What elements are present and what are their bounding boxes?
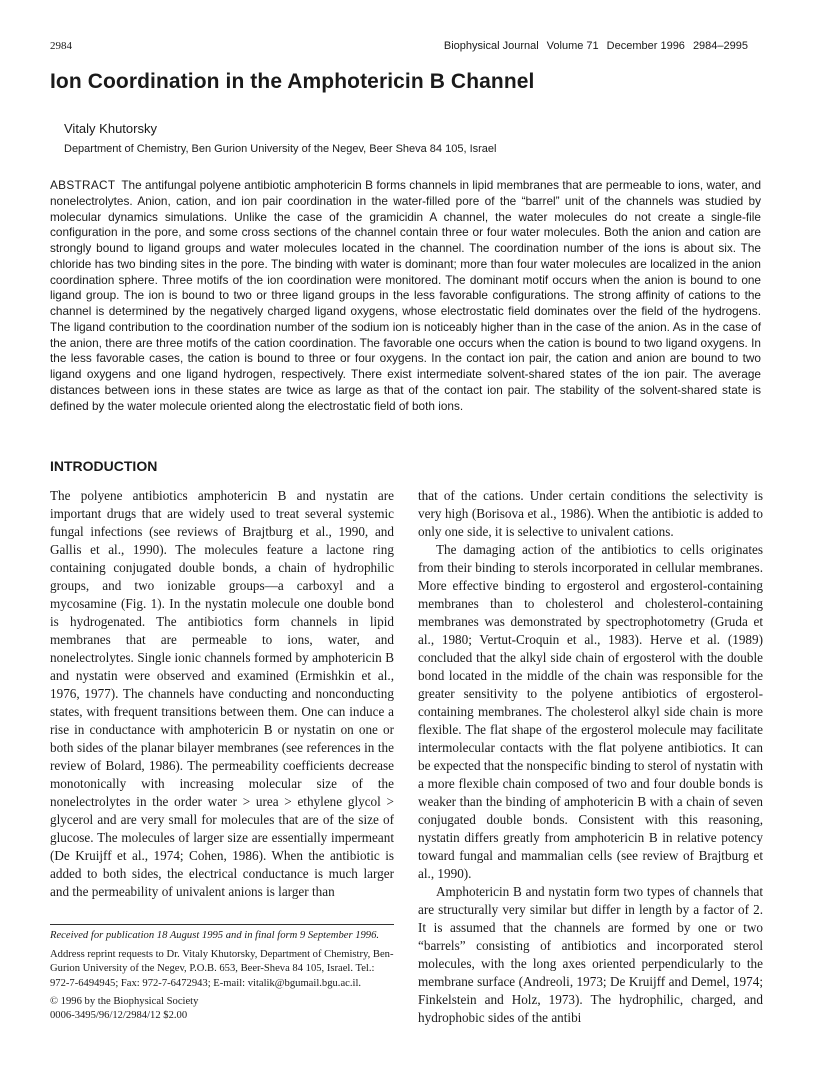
left-column: [50, 487, 394, 901]
right-column: [418, 487, 763, 1027]
received-note: Received for publication 18 August 1995 and in final form 9 September 1996.: [50, 930, 380, 941]
copyright-note: © 1996 by the Biophysical Society: [50, 995, 199, 1007]
footnote-divider: [50, 924, 394, 925]
abstract-label: ABSTRACT: [50, 178, 116, 192]
author-affiliation: Department of Chemistry, Ben Gurion University of the Negev, Beer Sheva 84 105, Israel: [64, 143, 497, 155]
page-number: 2984: [50, 40, 72, 52]
body-paragraph: The damaging action of the antibiotics to cells originates from their binding to sterols incorporated in cellular membranes. More effective binding to ergosterol and ergosterol-containing membranes than to cholesterol and cholesterol-containing membranes was demonstrated by spectrophotometry (Gruda et al., 1980; Vertut-Croquin et al., 1983). Herve et al. (1989) concluded that the alkyl side chain of ergosterol with the double bond located in the middle of the chain was responsible for the greater sensitivity to the polyene antibiotics of ergosterol-containing membranes. The cholesterol alkyl side chain is more flexible. The flat shape of the ergosterol molecule may facilitate intermolecular contacts with the flat polyene antibiotics. It can be expected that the nonspecific binding to sterol of nystatin with a more flexible chain composed of two and four double bonds is weaker than the binding of amphotericin B with a chain of seven conjugated double bonds. Consistent with this reasoning, nystatin differs greatly from amphotericin B in relative potency toward fungal and mammalian cells (see review of Brajtburg et al., 1990).: [418, 542, 763, 881]
article-title: Ion Coordination in the Amphotericin B Channel: [50, 70, 535, 93]
section-heading-introduction: INTRODUCTION: [50, 458, 158, 474]
body-paragraph: that of the cations. Under certain conditions the selectivity is very high (Borisova et al., 1986). When the antibiotic is added to only one side, it is selective to univalent cations.: [418, 488, 763, 539]
body-paragraph: The polyene antibiotics amphotericin B and nystatin are important drugs that are widely used to treat several systemic fungal infections (see reviews of Brajtburg et al., 1990, and Gallis et al., 1990). The molecules feature a lactone ring containing conjugated double bonds, a chain of hydrophilic groups, and two ionizable groups—a carboxyl and a mycosamine (Fig. 1). In the nystatin molecule one double bond is hydrogenated. The antibiotics form channels in lipid membranes that are permeable to ions, water, and nonelectrolytes. Single ionic channels formed by amphotericin B and nystatin were observed and examined (Ermishkin et al., 1976, 1977). The channels have conducting and nonconducting states, with frequent transitions between them. One can induce a rise in conductance with amphotericin B or nystatin on one or both sides of the planar bilayer membranes (see references in the review of Bolard, 1986). The permeability coefficients decrease monotonically with increasing molecular size of the nonelectrolytes in the order water > urea > ethylene glycol > glycerol and are very small for molecules that are of the size of glucose. The molecules of larger size are essentially impermeant (De Kruijff et al., 1974; Cohen, 1986). When the antibiotic is added to both sides, the electrical conductance is much larger and the permeability of univalent anions is larger than: [50, 488, 394, 899]
reprint-request-note: Address reprint requests to Dr. Vitaly Khutorsky, Department of Chemistry, Ben-Gurion University of the Negev, P.O.B. 653, Beer-Sheva 84 105, Israel. Tel.: 972-7-6494945; Fax: 972-7-6472943; E-mail: vitalik@bgumail.bgu.ac.il.: [50, 949, 394, 989]
footnotes: [50, 929, 394, 1023]
journal-date: December 1996: [606, 40, 685, 52]
abstract: [50, 178, 761, 414]
issn-note: 0006-3495/96/12/2984/12 $2.00: [50, 1010, 188, 1022]
body-paragraph: Amphotericin B and nystatin form two types of channels that are structurally very similar but differ in length by a factor of 2. It is assumed that the channels are formed by one or two “barrels” consisting of antibiotics and incorporated sterol molecules, with the long axes oriented perpendicularly to the membrane surface (Andreoli, 1973; De Kruijff and Demel, 1974; Finkelstein and Holz, 1973). The hydrophilic, charged, and hydrophobic sides of the antibi: [418, 884, 763, 1025]
journal-name: Biophysical Journal: [443, 40, 539, 52]
journal-running-header: [444, 40, 748, 52]
journal-pages: 2984–2995: [692, 40, 748, 52]
abstract-text: The antifungal polyene antibiotic amphotericin B forms channels in lipid membranes that are permeable to ions, water, and nonelectrolytes. Anion, cation, and ion pair coordination in the water-filled pore of the “barrel” unit of the channels was studied by molecular dynamics simulations. Unlike the case of the gramicidin A channel, the water molecules do not create a single-file configuration in the pore, and some cross sections of the channel contain three or four water molecules. Both the anion and cation are strongly bound to ligand groups and water molecules located in the channel. The coordination number of the ions is about six. The chloride has two binding sites in the pore. The binding with water is dominant; more than four water molecules are localized in the anion coordination sphere. Three motifs of the ion coordination were monitored. The dominant motif occurs when the anion is bound to one ligand group. The ion is bound to two or three ligand groups in the less favorable configurations. The strong affinity of cations to the channel is determined by the negatively charged ligand oxygens, whose electrostatic field dominates over the field of the hydrogens. The ligand contribution to the coordination number of the sodium ion is noticeably higher than in the case of the anion. As in the case of the anion, there are three motifs of the cation coordination. The favorable one occurs when the cation is bound to two ligand oxygens. In the less favorable cases, the cation is bound to three or four oxygens. In the contact ion pair, the cation and anion are bound to two ligand oxygens and one ligand hydrogen, respectively. There exist intermediate solvent-shared states of the ion pair. The average distances between ions in these states are twice as large as that of the contact ion pair. The stability of the solvent-shared state is defined by the water molecule oriented along the electrostatic field of both ions.: [50, 178, 761, 413]
journal-volume: Volume 71: [546, 40, 599, 52]
author-name: Vitaly Khutorsky: [64, 121, 157, 136]
